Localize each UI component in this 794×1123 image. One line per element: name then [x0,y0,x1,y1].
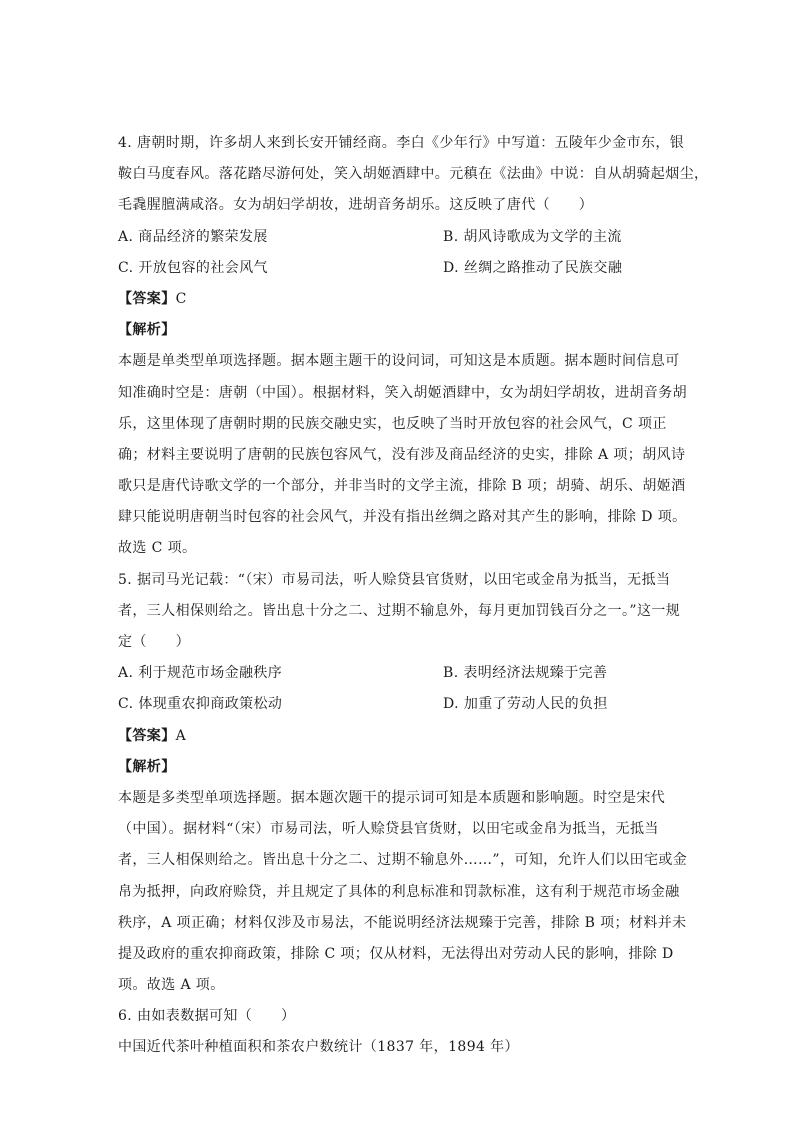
option-c: C. 体现重农抑商政策松动 [118,696,283,713]
options-row [118,222,678,253]
question-stem-line: 鞍白马度春风。落花踏尽游何处，笑入胡姬酒肆中。元稹在《法曲》中说：自从胡骑起烟尘， [118,166,709,183]
question-4 [118,128,709,565]
analysis-line: 歌只是唐代诗歌文学的一个部分，并非当时的文学主流，排除 B 项；胡骑、胡乐、胡姬酒 [118,478,686,495]
option-b: B. 胡风诗歌成为文学的主流 [443,228,622,245]
analysis-label: 【解析】 [118,758,176,775]
answer-line [118,284,678,315]
question-5 [118,565,688,1002]
analysis-line: 本题是单类型单项选择题。据本题主题干的设问词，可知这是本质题。据本题时间信息可 [118,353,680,370]
analysis-line: 知准确时空是：唐朝（中国）。根据材料，笑入胡姬酒肆中，女为胡妇学胡妆，进胡音务胡 [118,384,687,401]
option-c: C. 开放包容的社会风气 [118,259,268,276]
option-d: D. 丝绸之路推动了民族交融 [443,259,623,276]
question-stem-line: 5. 据司马光记载：“（宋）市易司法，听人赊贷县官货财，以田宅或金帛为抵当，无抵当 [118,571,671,588]
answer-label: 【答案】 [118,727,176,744]
options-row [118,689,678,720]
analysis-line: 本题是多类型单项选择题。据本题次题干的提示词可知是本质题和影响题。时空是宋代 [118,789,666,806]
answer-value: C [175,290,187,307]
option-d: D. 加重了劳动人民的负担 [443,696,608,713]
document-page [118,128,709,1064]
option-a: A. 利于规范市场金融秩序 [118,665,283,682]
question-stem-line: 定（ ） [118,634,190,650]
analysis-line: 乐，这里体现了唐朝时期的民族交融史实，也反映了当时开放包容的社会风气，C 项正 [118,415,667,432]
question-stem-line: 6. 由如表数据可知（ ） [118,1008,296,1025]
question-stem-line: 毛毳腥膻满咸洛。女为胡妇学胡妆，进胡音务胡乐。这反映了唐代（ ） [118,197,594,214]
option-b: B. 表明经济法规臻于完善 [443,665,608,682]
table-title: 中国近代茶叶种植面积和茶农户数统计（1837 年，1894 年） [118,1039,519,1056]
analysis-line: 故选 C 项。 [118,540,197,557]
options-row [118,658,678,689]
analysis-line: （中国）。据材料“（宋）市易司法，听人赊贷县官货财，以田宅或金帛为抵当，无抵当 [118,821,659,838]
option-a: A. 商品经济的繁荣发展 [118,228,268,245]
analysis-line: 提及政府的重农抑商政策，排除 C 项；仅从材料，无法得出对劳动人民的影响，排除 D [118,945,674,962]
question-stem-line: 者，三人相保则给之。皆出息十分之二、过期不输息外，每月更加罚钱百分之一。”这一规 [118,602,681,619]
answer-line [118,721,678,752]
analysis-line: 者，三人相保则给之。皆出息十分之二、过期不输息外……”，可知，允许人们以田宅或金 [118,852,688,869]
analysis-line: 确；材料主要说明了唐朝的民族包容风气，没有涉及商品经济的史实，排除 A 项；胡风诗 [118,446,686,463]
options-row [118,253,678,284]
analysis-line: 帛为抵押，向政府赊贷，并且规定了具体的利息标准和罚款标准，这有利于规范市场金融 [118,883,680,900]
analysis-line: 项。故选 A 项。 [118,977,225,994]
analysis-label: 【解析】 [118,322,176,339]
answer-value: A [175,727,187,744]
analysis-line: 秩序，A 项正确；材料仅涉及市易法，不能说明经济法规臻于完善，排除 B 项；材料并未 [118,914,687,931]
answer-label: 【答案】 [118,290,176,307]
analysis-line: 肆只能说明唐朝当时包容的社会风气，并没有指出丝绸之路对其产生的影响，排除 D 项。 [118,509,687,526]
question-6 [118,1001,678,1063]
question-stem-line: 4. 唐朝时期，许多胡人来到长安开铺经商。李白《少年行》中写道：五陵年少金市东，银 [118,135,685,151]
